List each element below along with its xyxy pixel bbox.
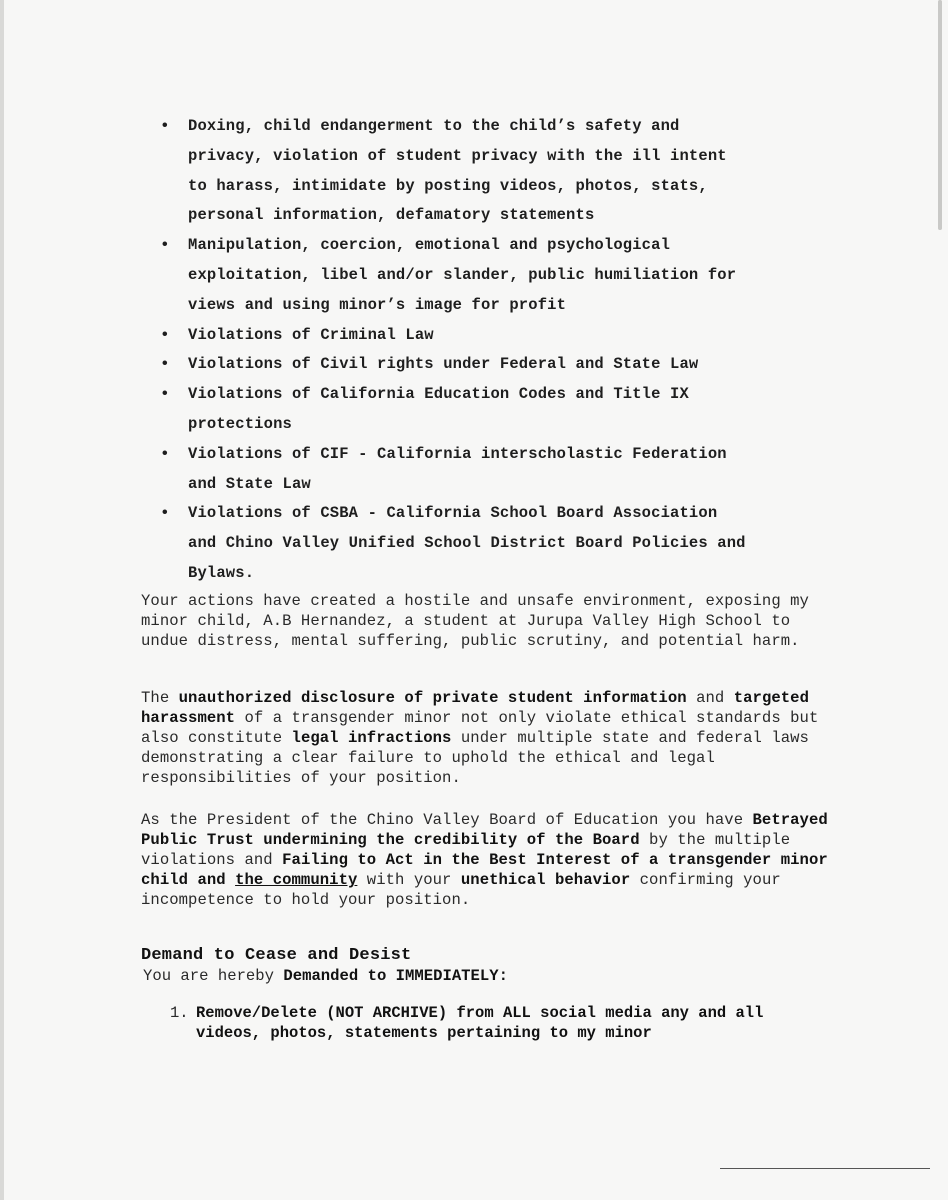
scrollbar-thumb[interactable] [938, 0, 942, 230]
bullet-text: Violations of Civil rights under Federal and State Law [188, 355, 699, 374]
bold-run: legal infractions [291, 729, 452, 747]
bold-run: Failing to Act in the Best Interest of a transgender minor child and [141, 851, 828, 889]
paragraph-unauthorized-disclosure [141, 688, 841, 788]
bullet-dot-icon: • [160, 355, 170, 374]
text-run: under multiple state and federal laws demonstrating a clear failure to uphold the ethical and legal responsibilities of your position. [141, 729, 809, 787]
bullet-item-manipulation [158, 231, 838, 320]
text-run: The [141, 689, 179, 707]
violations-bullet-list [158, 112, 838, 589]
text-run: with your [357, 871, 461, 889]
bullet-text: Manipulation, coercion, emotional and psychological exploitation, libel and/or slander, public humiliation for views and using minor’s image for profit [188, 236, 737, 314]
demand-item-text: Remove/Delete (NOT ARCHIVE) from ALL social media any and all videos, photos, statements pertaining to my minor [196, 1004, 764, 1042]
bullet-text: Violations of California Education Codes and Title IX protections [188, 385, 689, 433]
bullet-text: Violations of CSBA - California School Board Association and Chino Valley Unified School District Board Policies and Bylaws. [188, 504, 746, 582]
bullet-text: Violations of CIF - California interscholastic Federation and State Law [188, 444, 727, 493]
page-edge [0, 0, 4, 1200]
bold-run: Betrayed Public Trust undermining the credibility of the Board [141, 811, 828, 849]
bullet-dot-icon: • [160, 504, 170, 523]
bullet-item-education-codes [158, 380, 838, 440]
footer-divider [720, 1168, 930, 1169]
bullet-item-cif [158, 440, 838, 500]
bullet-text: Doxing, child endangerment to the child’s safety and privacy, violation of student privacy with the ill intent to harass, intimidate by posting videos, photos, stats, personal information, defamatory statements [188, 117, 727, 225]
demand-item [170, 1003, 820, 1043]
bullet-dot-icon: • [160, 385, 170, 404]
scrollbar-track[interactable] [938, 0, 942, 230]
section-heading-cease-desist: Demand to Cease and Desist [141, 946, 412, 965]
text-run: and [686, 689, 734, 707]
bold-run: Demanded to IMMEDIATELY: [283, 967, 508, 985]
bullet-dot-icon: • [160, 325, 170, 344]
bullet-text: Violations of Criminal Law [188, 325, 434, 344]
bullet-item-civil-rights [158, 350, 838, 380]
bold-run: targeted harassment [141, 689, 809, 727]
text-run: As the President of the Chino Valley Board of Education you have [141, 811, 753, 829]
demand-intro [143, 967, 508, 985]
paragraph-betrayed-trust [141, 810, 841, 910]
bullet-dot-icon: • [160, 236, 170, 255]
text-run: by the multiple violations and [141, 831, 791, 869]
text-run: of a transgender minor not only violate ethical standards but also constitute [141, 709, 819, 747]
bold-run: unethical behavior [460, 871, 631, 889]
demand-list [170, 1003, 820, 1043]
bullet-item-csba [158, 499, 838, 588]
bullet-item-doxing [158, 112, 838, 231]
bullet-dot-icon: • [160, 117, 170, 135]
text-run: You are hereby [143, 967, 284, 985]
underlined-bold-run: the community [235, 871, 358, 889]
text-run: confirming your incompetence to hold your position. [141, 871, 781, 909]
bullet-item-criminal-law [158, 321, 838, 351]
bold-run: unauthorized disclosure of private student information [178, 689, 687, 707]
demand-item-number: 1. [170, 1004, 189, 1022]
bullet-dot-icon: • [160, 444, 170, 463]
paragraph-hostile-environment: Your actions have created a hostile and unsafe environment, exposing my minor child, A.B Hernandez, a student at Jurupa Valley High School to undue distress, mental suffering, public scrutiny, and potential harm. [141, 592, 809, 650]
